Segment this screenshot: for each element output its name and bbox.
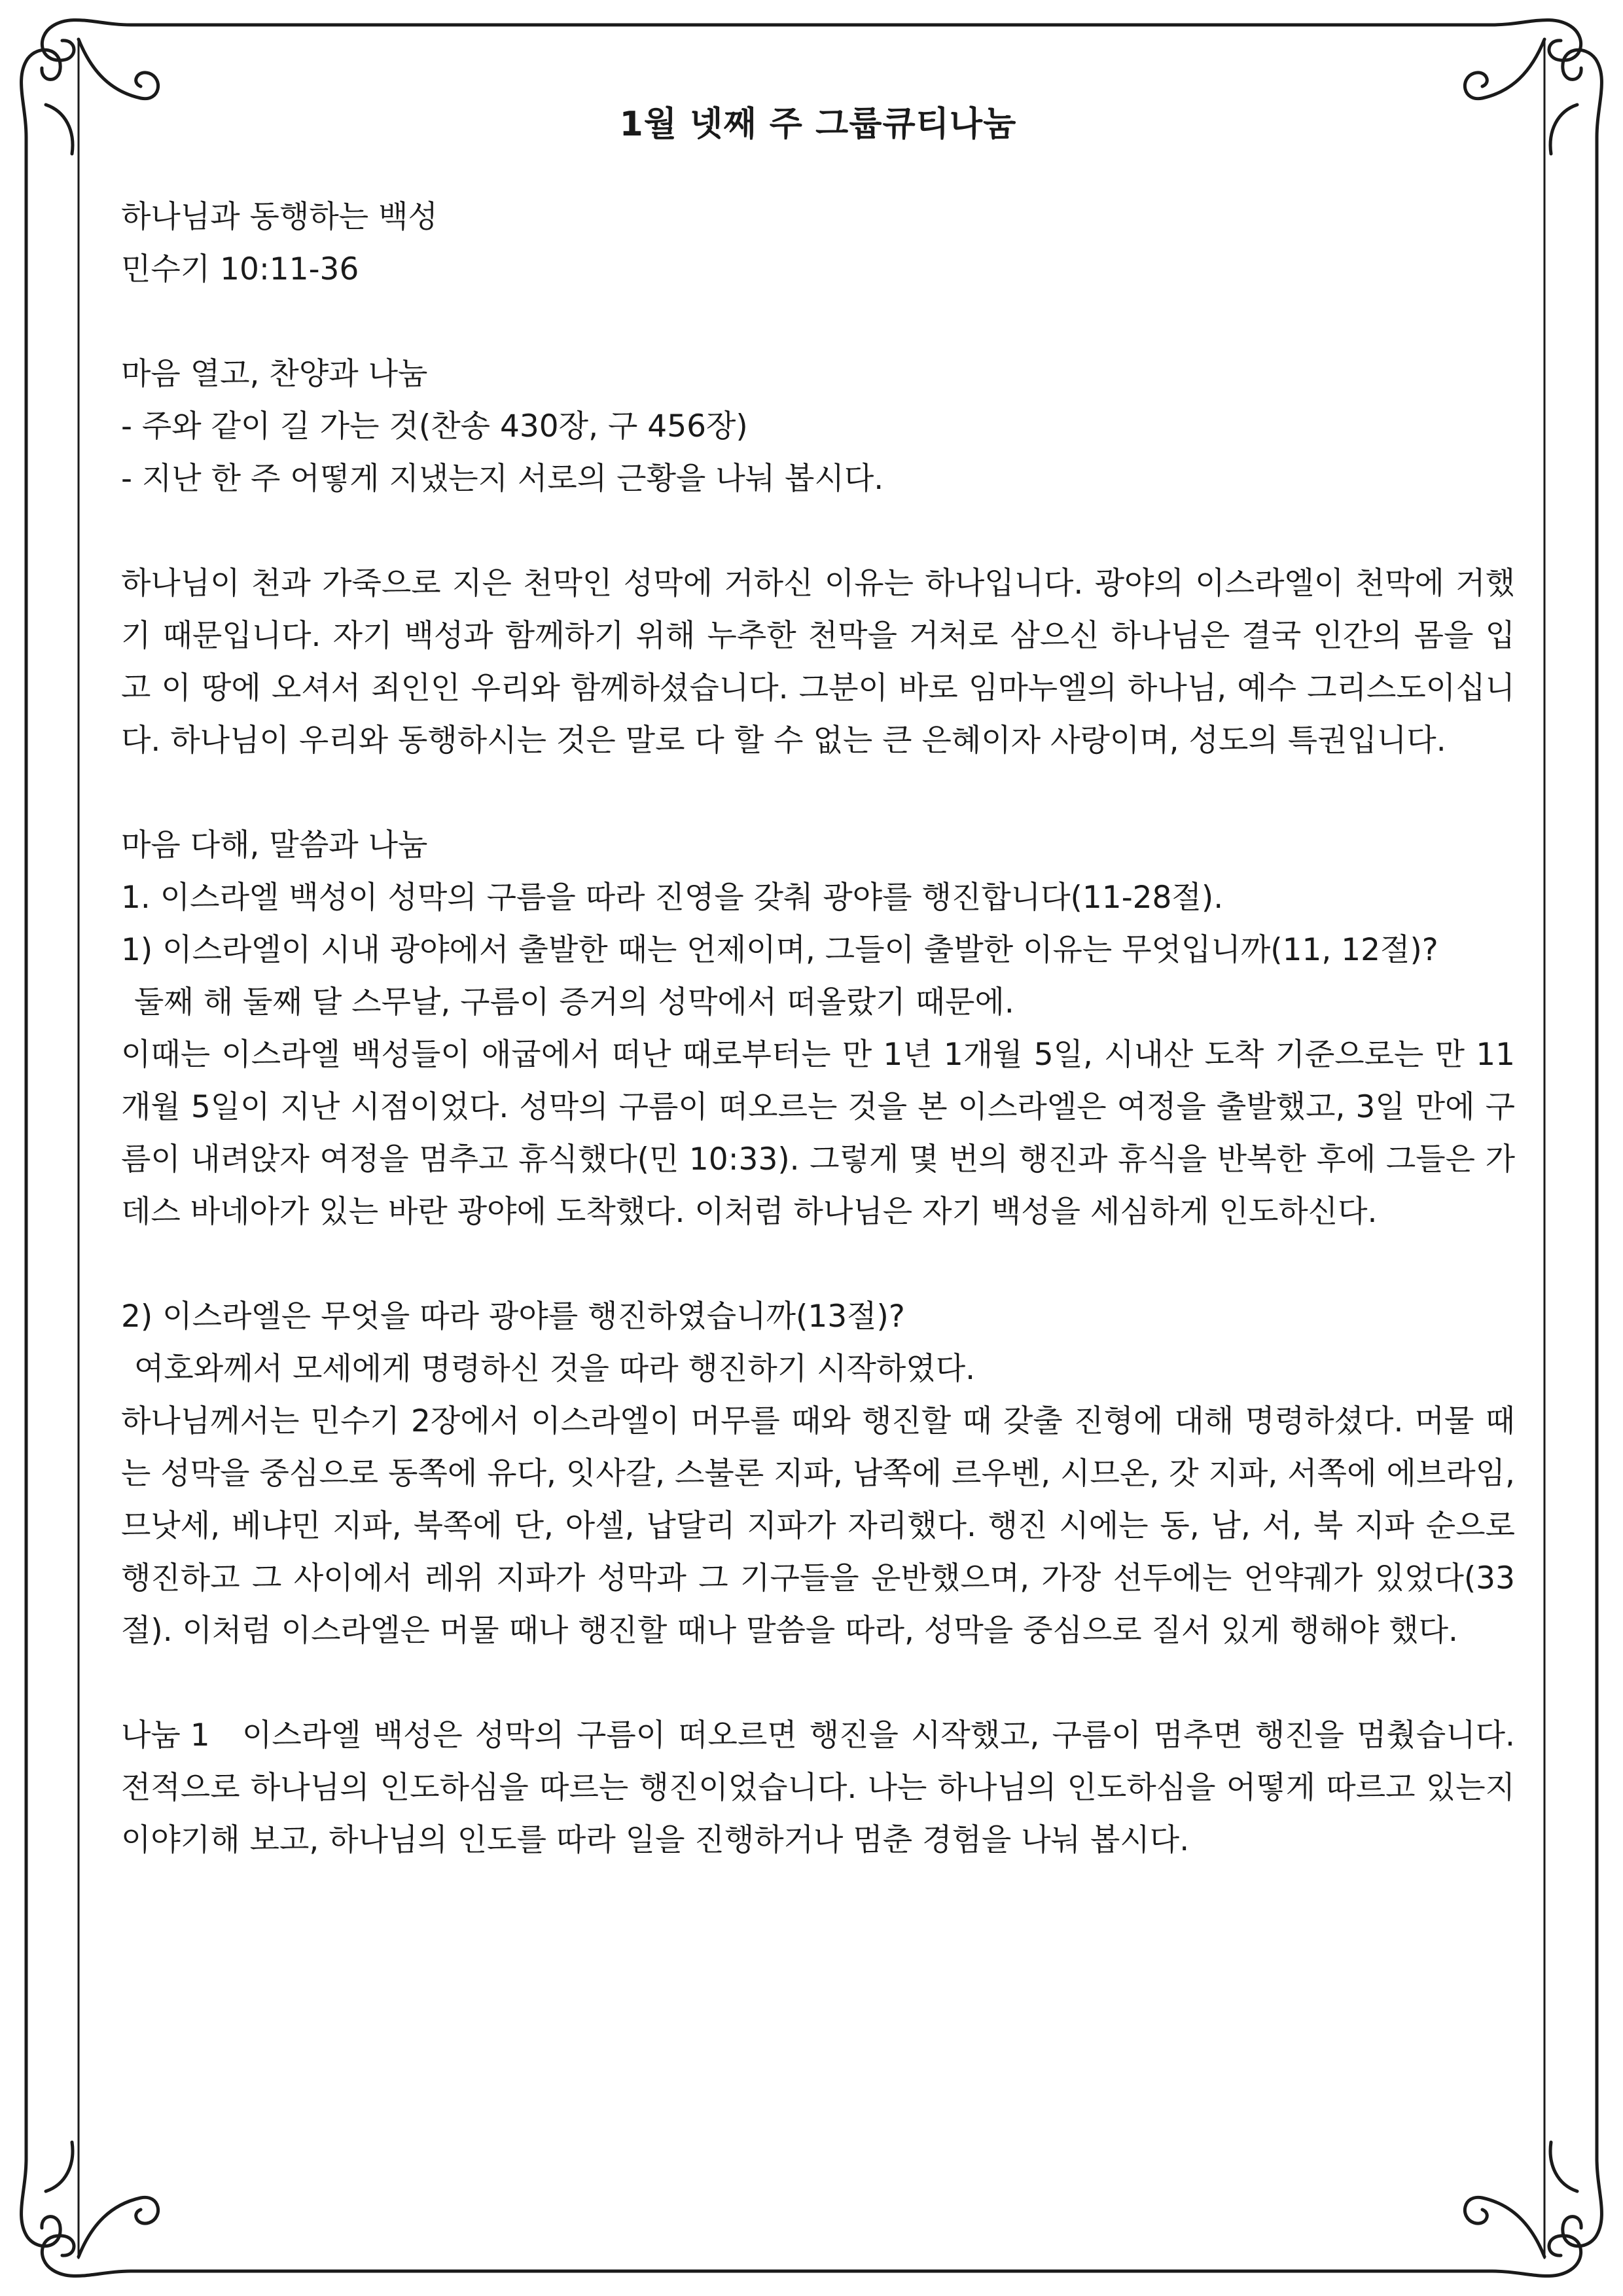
point-1: 1. 이스라엘 백성이 성막의 구름을 따라 진영을 갖춰 광야를 행진합니다(11-28절).	[121, 880, 1224, 916]
share-1-label: 나눔 1	[121, 1717, 210, 1753]
intro-paragraph: 하나님이 천과 가죽으로 지은 천막인 성막에 거하신 이유는 하나입니다. 광야의 이스라엘이 천막에 거했기 때문입니다. 자기 백성과 함께하기 위해 누추한 천막을 거처로 삼으신 하나님은 결국 인간의 몸을 입고 이 땅에 오셔서 죄인인 우리와 함께하셨습니다. 그분이 바로 임마누엘의 하나님, 예수 그리스도이십니다. 하나님이 우리와 동행하시는 것은 말로 다 할 수 없는 큰 은혜이자 사랑이며, 성도의 특권입니다.	[121, 565, 1515, 759]
subject-heading: 하나님과 동행하는 백성	[121, 199, 438, 235]
share-1-text: 이스라엘 백성은 성막의 구름이 떠오르면 행진을 시작했고, 구름이 멈추면 행진을 멈췄습니다. 전적으로 하나님의 인도하심을 따르는 행진이었습니다. 나는 하나님의 인도하심을 어떻게 따르고 있는지 이야기해 보고, 하나님의 인도를 따라 일을 진행하거나 멈춘 경험을 나눠 봅시다.	[121, 1717, 1515, 1858]
spacer	[121, 296, 1515, 348]
corner-flourish-icon	[1465, 2142, 1601, 2276]
share-1	[121, 1710, 1515, 1867]
corner-flourish-icon	[22, 2142, 158, 2276]
commentary-2: 하나님께서는 민수기 2장에서 이스라엘이 머무를 때와 행진할 때 갖출 진형에 대해 명령하셨다. 머물 때는 성막을 중심으로 동쪽에 유다, 잇사갈, 스불론 지파, 남쪽에 르우벤, 시므온, 갓 지파, 서쪽에 에브라임, 므낫세, 베냐민 지파, 북쪽에 단, 아셀, 납달리 지파가 자리했다. 행진 시에는 동, 남, 서, 북 지파 순으로 행진하고 그 사이에서 레위 지파가 성막과 그 기구들을 운반했으며, 가장 선두에는 언약궤가 있었다(33절). 이처럼 이스라엘은 머물 때나 행진할 때나 말씀을 따라, 성막을 중심으로 질서 있게 행해야 했다.	[121, 1403, 1515, 1649]
spacer	[121, 505, 1515, 558]
commentary-1: 이때는 이스라엘 백성들이 애굽에서 떠난 때로부터는 만 1년 1개월 5일, 시내산 도착 기준으로는 만 11개월 5일이 지난 시점이었다. 성막의 구름이 떠오르는 것을 본 이스라엘은 여정을 출발했고, 3일 만에 구름이 내려앉자 여정을 멈추고 휴식했다(민 10:33). 그렇게 몇 번의 행진과 휴식을 반복한 후에 그들은 가데스 바네아가 있는 바란 광야에 도착했다. 이처럼 하나님은 자기 백성을 세심하게 인도하신다.	[121, 1037, 1515, 1230]
worksheet-page	[121, 98, 1515, 1867]
spacer	[121, 767, 1515, 819]
question-1: 1) 이스라엘이 시내 광야에서 출발한 때는 언제이며, 그들이 출발한 이유는 무엇입니까(11, 12절)?	[121, 932, 1438, 968]
answer-1: 둘째 해 둘째 달 스무날, 구름이 증거의 성막에서 떠올랐기 때문에.	[134, 984, 1014, 1020]
question-2: 2) 이스라엘은 무엇을 따라 광야를 행진하였습니까(13절)?	[121, 1299, 905, 1335]
section-heading-word: 마음 다해, 말씀과 나눔	[121, 827, 428, 863]
spacer	[121, 1657, 1515, 1710]
checkin-item: - 지난 한 주 어떻게 지냈는지 서로의 근황을 나눠 봅시다.	[121, 461, 884, 497]
answer-2: 여호와께서 모세에게 명령하신 것을 따라 행진하기 시작하였다.	[134, 1351, 976, 1387]
section-heading-open-heart: 마음 열고, 찬양과 나눔	[121, 356, 428, 392]
scripture-reference: 민수기 10:11-36	[121, 251, 359, 287]
spacer	[121, 1238, 1515, 1291]
hymn-item: - 주와 같이 길 가는 것(찬송 430장, 구 456장)	[121, 408, 748, 444]
page-title: 1월 넷째 주 그룹큐티나눔	[619, 105, 1017, 144]
